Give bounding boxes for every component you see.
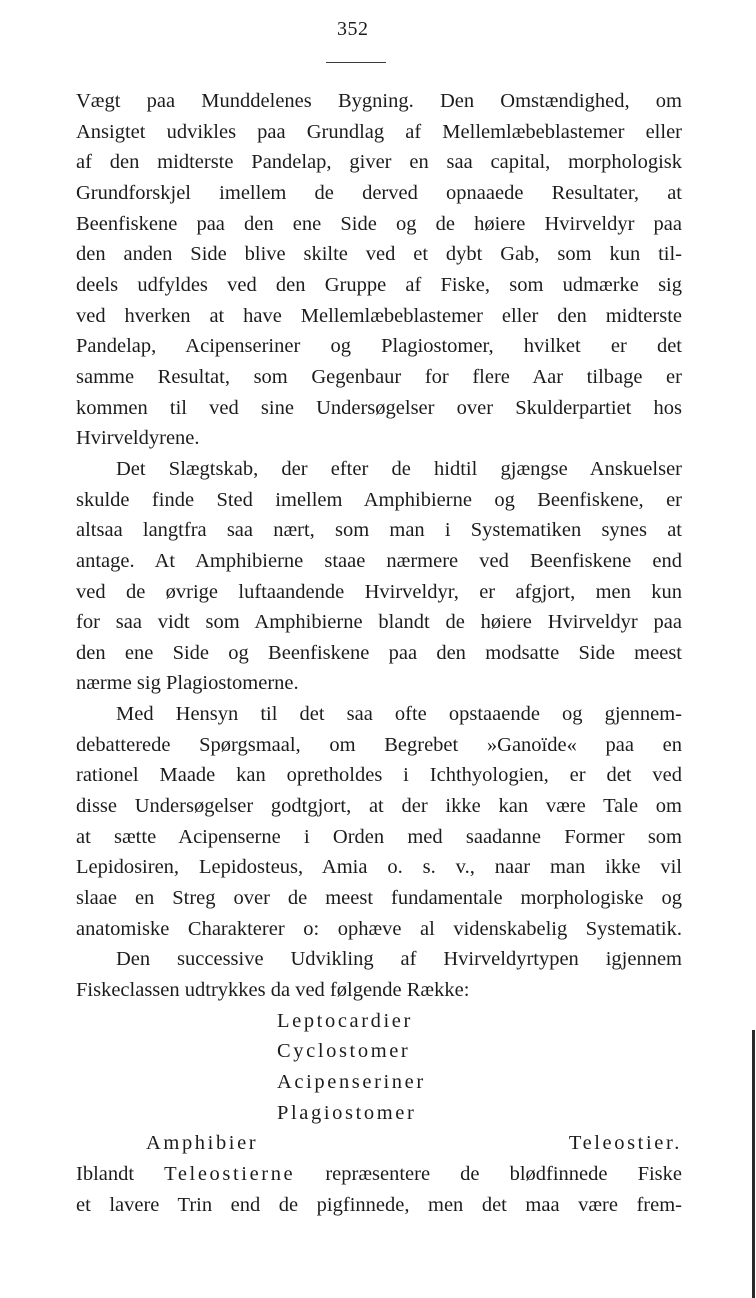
text-line: samme Resultat, som Gegenbaur for flere Aar tilbage er xyxy=(76,365,682,388)
text-line: at sætte Acipenserne i Orden med saadanne Former som xyxy=(76,825,682,848)
text-line: et lavere Trin end de pigfinnede, men det maa være frem- xyxy=(76,1193,682,1216)
text-line: Grundforskjel imellem de derved opnaaede Resultater, at xyxy=(76,181,682,204)
text-line: ved de øvrige luftaandende Hvirveldyr, er afgjort, men kun xyxy=(76,580,682,603)
text-line: Beenfiskene paa den ene Side og de høiere Hvirveldyr paa xyxy=(76,212,682,235)
text-line: Det Slægtskab, der efter de hidtil gjængse Anskuelser xyxy=(116,457,682,480)
text-line: Den successive Udvikling af Hvirveldyrtypen igjennem xyxy=(116,948,682,971)
text-line xyxy=(76,1159,682,1190)
text-line: Pandelap, Acipenseriner og Plagiostomer, hvilket er det xyxy=(76,335,682,358)
text-line: slaae en Streg over de meest fundamentale morphologiske og xyxy=(76,887,682,910)
text-line: anatomiske Charakterer o: ophæve al videnskabelig Systematik. xyxy=(76,917,682,940)
text-fragment: Iblandt xyxy=(76,1162,135,1185)
text-emphasis: Teleostierne xyxy=(164,1162,296,1185)
text-line: den anden Side blive skilte ved et dybt Gab, som kun til- xyxy=(76,243,682,266)
text-line: Hvirveldyrene. xyxy=(76,427,200,450)
text-line: Fiskeclassen udtrykkes da ved følgende Række: xyxy=(76,979,470,1002)
text-line: disse Undersøgelser godtgjort, at der ikke kan være Tale om xyxy=(76,795,682,818)
page-number: 352 xyxy=(337,18,369,40)
series-branch-right: Teleostier. xyxy=(568,1132,682,1155)
series-branch-left: Amphibier xyxy=(146,1132,259,1155)
text-line: debatterede Spørgsmaal, om Begrebet »Ganoïde« paa en xyxy=(76,733,682,756)
series-branches xyxy=(76,1128,682,1159)
text-line: Vægt paa Munddelenes Bygning. Den Omstændighed, om xyxy=(76,90,682,112)
text-line: af den midterste Pandelap, giver en saa capital, morphologisk xyxy=(76,151,682,174)
text-line: Ansigtet udvikles paa Grundlag af Mellemlæbeblastemer eller xyxy=(76,120,682,143)
text-line: nærme sig Plagiostomerne. xyxy=(76,672,299,695)
scan-edge-mark xyxy=(752,1030,755,1298)
body-text xyxy=(76,86,682,1220)
text-line: kommen til ved sine Undersøgelser over Skulderpartiet hos xyxy=(76,396,682,419)
text-line: for saa vidt som Amphibierne blandt de høiere Hvirveldyr paa xyxy=(76,611,682,634)
text-line: rationel Maade kan opretholdes i Ichthyologien, er det ved xyxy=(76,764,682,787)
text-line: den ene Side og Beenfiskene paa den modsatte Side meest xyxy=(76,641,682,664)
series-item: Leptocardier xyxy=(277,1009,413,1032)
series-item: Cyclostomer xyxy=(277,1040,411,1063)
text-fragment: repræsentere de blødfinnede Fiske xyxy=(325,1162,683,1185)
text-line: Lepidosiren, Lepidosteus, Amia o. s. v., naar man ikke vil xyxy=(76,856,682,879)
text-line: ved hverken at have Mellemlæbeblastemer eller den midterste xyxy=(76,304,682,327)
text-line: deels udfyldes ved den Gruppe af Fiske, som udmærke sig xyxy=(76,273,682,296)
text-line: skulde finde Sted imellem Amphibierne og Beenfiskene, er xyxy=(76,488,682,511)
series-item: Plagiostomer xyxy=(277,1101,417,1124)
text-line: antage. At Amphibierne staae nærmere ved Beenfiskene end xyxy=(76,549,682,572)
series-item: Acipenseriner xyxy=(277,1071,426,1093)
text-line: altsaa langtfra saa nært, som man i Systematiken synes at xyxy=(76,519,682,542)
page-number-rule xyxy=(326,62,386,63)
text-line: Med Hensyn til det saa ofte opstaaende og gjennem- xyxy=(116,703,682,726)
